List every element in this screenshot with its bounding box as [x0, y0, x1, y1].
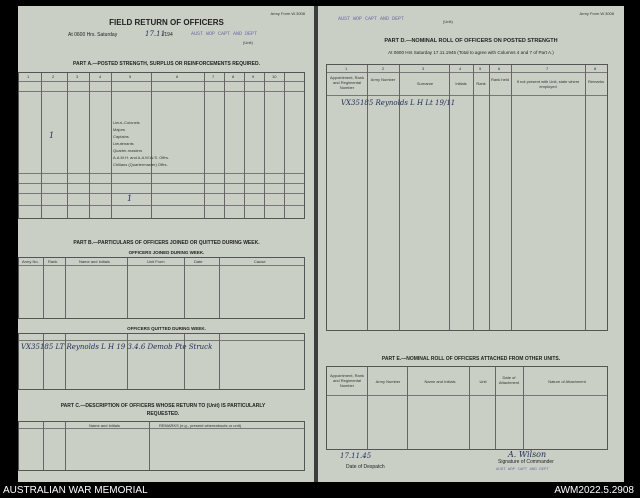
col-num-4: 4 [99, 74, 102, 79]
col-num-7: 7 [212, 74, 215, 79]
tally-mark: 1 [127, 194, 133, 203]
archive-footer [0, 482, 640, 498]
rank-list [113, 119, 169, 168]
signature-label: Signature of Commander [498, 459, 554, 465]
footer-right-caption: AWM2022.5.2908 [554, 485, 634, 496]
unit-stamp: AUST WOP CAPT AND DEPT [191, 31, 258, 37]
quitted-table [18, 333, 305, 390]
despatch-date-label: Date of Despatch [346, 464, 385, 470]
col-num-2: 2 [52, 74, 55, 79]
d-hdr-rank-held: Rank held [490, 77, 509, 82]
joined-hdr-name: Name and Initials [79, 259, 110, 264]
c-hdr-remarks: REMARKS (e.g., present whereabouts or unit) [159, 423, 242, 428]
joined-hdr-rank: Rank [48, 259, 58, 264]
d-hdr-army-no: Army Number [370, 77, 396, 82]
d-col-8: 8 [594, 66, 597, 71]
col-num-5: 5 [129, 74, 132, 79]
right-form-ref: Army Form W.3008 [579, 11, 614, 16]
col-num-9: 9 [252, 74, 255, 79]
part-c-table [18, 421, 305, 471]
col-num-3: 3 [76, 74, 79, 79]
e-hdr-date: Date of Attachment [498, 375, 520, 385]
e-hdr-unit: Unit [479, 379, 487, 384]
col-num-6: 6 [176, 74, 179, 79]
col-num-10: 10 [272, 74, 277, 79]
e-hdr-appt: Appointment, Rank and Regimental Number [329, 373, 365, 388]
section-d-title: PART D.—NOMINAL ROLL OF OFFICERS ON POSTED STRENGTH [384, 38, 558, 44]
at-date-handwritten: 17.11 [145, 30, 166, 38]
right-unit-stamp: AUST WOP CAPT AND DEPT [338, 16, 405, 22]
despatch-date-handwritten: 17.11.45 [340, 452, 372, 460]
d-col-1: 1 [345, 66, 348, 71]
joined-hdr-date: Date [194, 259, 203, 264]
commander-signature: A. Wilson [508, 450, 547, 459]
part-e-table [326, 366, 608, 450]
footer-left-caption: AUSTRALIAN WAR MEMORIAL [3, 485, 148, 496]
rank-lt-col: Lieut.-Colonels [113, 120, 140, 125]
section-b-title: PART B.—PARTICULARS OF OFFICERS JOINED OR QUITTED DURING WEEK. [73, 240, 260, 246]
c-hdr-name: Name and Initials [89, 423, 120, 428]
d-entry: VX35185 Reynolds L H Lt 19/11 [341, 99, 456, 107]
rank-quartermasters: Quarter-masters [113, 148, 143, 153]
d-hdr-appt: Appointment, Rank and Regimental Number [329, 75, 365, 90]
part-d-table [326, 64, 608, 331]
d-col-2: 2 [382, 66, 385, 71]
joined-title: OFFICERS JOINED DURING WEEK. [128, 250, 205, 255]
section-c-title: PART C.—DESCRIPTION OF OFFICERS WHOSE RETURN TO (Unit) IS PARTICULARLY REQUESTED. [60, 403, 266, 417]
part-a-table [18, 72, 305, 219]
right-unit-label: (Unit) [443, 19, 453, 24]
at-line: At 0600 Hrs. Saturday [68, 32, 118, 38]
joined-hdr-army-no: Army No. [22, 259, 39, 264]
d-col-3: 3 [422, 66, 425, 71]
tally-mark: 1 [49, 131, 55, 140]
d-col-7: 7 [546, 66, 549, 71]
left-form-page [18, 6, 315, 482]
joined-hdr-cause: Cause [254, 259, 266, 264]
d-col-5: 5 [479, 66, 482, 71]
d-hdr-initials: Initials [455, 81, 467, 86]
right-form-page [318, 6, 624, 482]
rank-majors: Majors [113, 127, 126, 132]
d-col-4: 4 [459, 66, 462, 71]
rank-captains: Captains [113, 134, 129, 139]
d-hdr-surname: Surname [416, 81, 434, 86]
section-d-sub: At 0600 Hrs Saturday 17.11.1945 (Total to agree with Columns 4 and 7 of Part A.) [388, 50, 554, 55]
quitted-title: OFFICERS QUITTED DURING WEEK. [127, 326, 206, 331]
left-form-ref: Army Form W.3008 [270, 11, 305, 16]
rank-chilians: Chilians (Quartermaster) Offrs. [113, 162, 168, 167]
d-hdr-employed: If not present with Unit, state where employed [516, 79, 580, 89]
col-num-1: 1 [27, 74, 30, 79]
at-year: /194 [163, 32, 173, 38]
joined-hdr-unit: Unit From [147, 259, 165, 264]
bottom-stamp: AUST WOP CAPT AND DEPT [496, 468, 549, 472]
e-hdr-nature: Nature of Attachment [548, 379, 586, 384]
section-e-title: PART E.—NOMINAL ROLL OF OFFICERS ATTACHED FROM OTHER UNITS. [381, 356, 561, 362]
e-hdr-name: Name and Initials [424, 379, 456, 384]
section-a-title: PART A.—POSTED STRENGTH, SURPLUS OR REINFORCEMENTS REQUIRED. [73, 61, 260, 67]
rank-lieutenants: Lieutenants [113, 141, 134, 146]
d-hdr-rank: Rank [476, 81, 486, 86]
d-hdr-remarks: Remarks [587, 79, 604, 84]
col-num-8: 8 [232, 74, 235, 79]
unit-label: (Unit) [243, 40, 253, 45]
d-col-6: 6 [498, 66, 501, 71]
e-hdr-army-no: Army Number [375, 379, 401, 384]
joined-table [18, 257, 305, 319]
form-title: FIELD RETURN OF OFFICERS [109, 18, 224, 27]
quitted-entry: VX35185 LT Reynolds L H 19 3.4.6 Demob Pte Struck [21, 343, 213, 351]
rank-aamh: A.A.M.H. and A.A.M.W.S. Offrs. [113, 155, 169, 160]
